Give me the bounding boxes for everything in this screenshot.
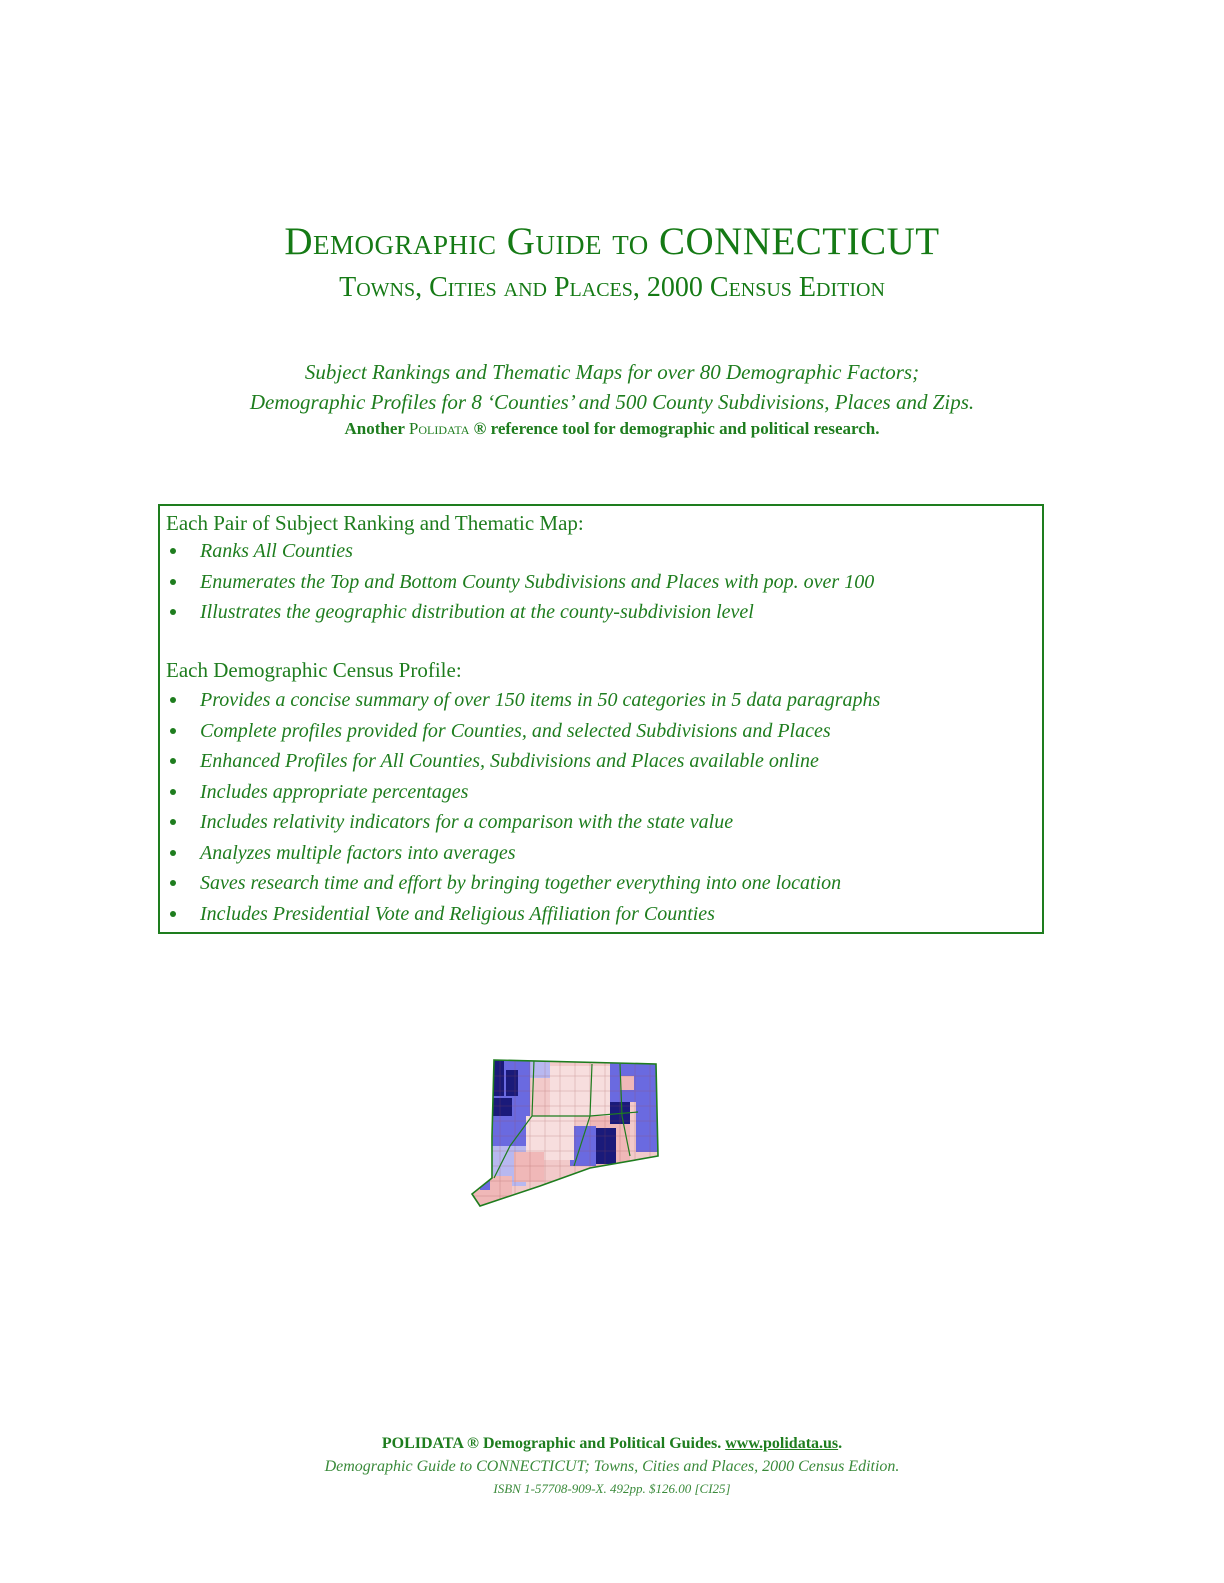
footer-book-title: Demographic Guide to CONNECTICUT; Towns, Cities and Places, 2000 Census Edition. [324,1458,900,1475]
footer-publisher-line [0,1433,1224,1455]
list-item: Includes Presidential Vote and Religious Affiliation for Counties [160,899,880,930]
section-heading-rankings: Each Pair of Subject Ranking and Thematic Map: [166,511,584,535]
footer-publisher-text: POLIDATA ® Demographic and Political Guides. [381,1435,722,1452]
bullet-icon [170,728,176,734]
section-heading-profiles: Each Demographic Census Profile: [166,658,462,682]
page-subtitle: Towns, Cities and Places, 2000 Census Edition [339,272,885,303]
list-item: Includes appropriate percentages [160,777,880,808]
list-item: Includes relativity indicators for a comparison with the state value [160,807,880,838]
list-item: Enumerates the Top and Bottom County Subdivisions and Places with pop. over 100 [160,567,874,598]
bullet-icon [170,819,176,825]
tagline-line-2: Demographic Profiles for 8 ‘Counties’ and 500 County Subdivisions, Places and Zips. [249,390,975,414]
bullet-icon [170,609,176,615]
rankings-feature-list [160,536,874,628]
list-item: Ranks All Counties [160,536,874,567]
connecticut-thematic-map [470,1056,670,1216]
bullet-icon [170,697,176,703]
bullet-icon [170,789,176,795]
list-item: Enhanced Profiles for All Counties, Subdivisions and Places available online [160,746,880,777]
brand-name: Polidata [408,419,470,438]
list-item: Analyzes multiple factors into averages [160,838,880,869]
bullet-icon [170,911,176,917]
feature-box [158,504,1044,934]
list-item: Complete profiles provided for Counties, and selected Subdivisions and Places [160,716,880,747]
tagline-suffix: ® reference tool for demographic and political research. [473,419,880,438]
bullet-icon [170,758,176,764]
page-title: Demographic Guide to CONNECTICUT [284,220,940,263]
bullet-icon [170,548,176,554]
list-item: Illustrates the geographic distribution at the county-subdivision level [160,597,874,628]
footer-period: . [838,1435,843,1452]
bullet-icon [170,880,176,886]
bullet-icon [170,850,176,856]
profile-feature-list [160,685,880,929]
footer-isbn: ISBN 1-57708-909-X. 492pp. $126.00 [CI25] [493,1481,731,1496]
bullet-icon [170,579,176,585]
list-item: Provides a concise summary of over 150 items in 50 categories in 5 data paragraphs [160,685,880,716]
list-item: Saves research time and effort by bringing together everything into one location [160,868,880,899]
polidata-website-link[interactable]: www.polidata.us [725,1435,839,1452]
tagline-line-3 [0,416,1224,442]
tagline-prefix: Another [344,419,405,438]
tagline-line-1: Subject Rankings and Thematic Maps for over 80 Demographic Factors; [304,360,920,384]
